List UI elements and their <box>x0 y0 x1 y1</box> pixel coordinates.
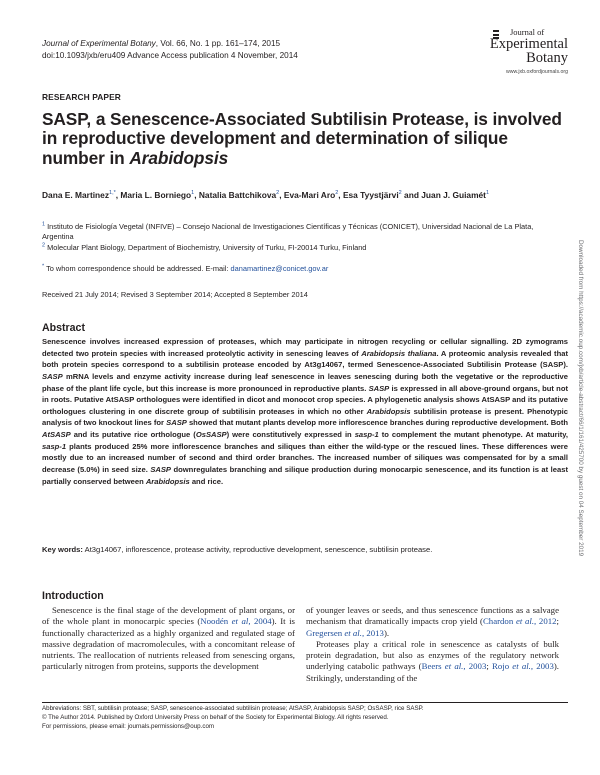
abbreviations: Abbreviations: SBT, subtilisin protease; SASP, senescence-associated subtilisin protease; AtSASP, Arabidopsis SASP; OsSASP, rice SASP. <box>42 705 424 712</box>
footer-divider <box>42 702 568 703</box>
author[interactable]: Esa Tyystjärvi$^2$ <box>342 190 402 200</box>
citation-link[interactable]: Chardon et al., 2012 <box>482 616 557 627</box>
intro-column-left: Senescence is the final stage of the development of plant organs, or of the whole plant in monocarpic species (Noodén et al, 2004). It is functionally characterized as a highly organized and regulated stage of massive degradation of macromolecules, with a concomitant release of nutrients. The reallocation of nutrients released from senescing organs, particularly nitrogen from proteins, supports the development <box>42 605 295 672</box>
author[interactable]: Natalia Battchikova$^2$ <box>198 190 280 200</box>
author[interactable]: Maria L. Borniego$^1$ <box>120 190 195 200</box>
doi-line: doi:10.1093/jxb/eru409 Advance Access publication 4 November, 2014 <box>42 51 298 60</box>
author-list: Dana E. Martinez$^{1,*}$, Maria L. Borniego$^1$, Natalia Battchikova$^2$, Eva-Mari Aro$^2$, Esa Tyystjärvi$^2$ and Juan J. Guiamét$^1$ <box>42 190 490 200</box>
intro-column-right: of younger leaves or seeds, and thus senescence functions as a salvage mechanism that dramatically impacts crop yield (Chardon et al., 2012; Gregersen et al., 2013). Proteases play a critical role in senescence as catalysts of bulk protein degradation, but also as enzymes of the regulatory network underlying catabolic pathways (Beers et al., 2003; Rojo et al., 2003). Strikingly, understanding of the <box>306 605 559 683</box>
article-type: RESEARCH PAPER <box>42 92 121 102</box>
abstract-heading: Abstract <box>42 322 85 334</box>
abstract-body: Senescence involves increased expression of proteases, which may participate in nitrogen recycling or cellular signalling. 2D zymograms detected two protein species with increased proteolytic activity in senescing leaves of Arabidopsis thaliana. A proteomic analysis revealed that both protein species correspond to a subtilisin protease encoded by At3g14067, termed Senescence-Associated Subtilisin Protease (SASP). SASP mRNA levels and enzyme activity increase during leaf senescence in leaves senescing during both the vegetative or the reproductive phase of the plant life cycle, but this increase is more pronounced in reproductive plants. SASP is expressed in all above-ground organs, but not in roots. Putative AtSASP orthologues were identified in dicot and monocot crop species. A phylogenetic analysis shows AtSASP and its putative orthologues clustering in one discrete group of subtilisin proteases in which no other Arabidopsis subtilisin protease is present. Phenotypic analysis of two knockout lines for SASP showed that mutant plants develop more inflorescence branches during reproductive development. Both AtSASP and its putative rice orthologue (OsSASP) were constitutively expressed in sasp-1 to complement the mutant phenotype. At maturity, sasp-1 plants produced 25% more inflorescence branches and siliques than either the wild-type or the rescued lines. These differences were mostly due to an increased number of second and third order branches. The increased number of siliques was compensated for by a small decrease (5.0%) in seed size. SASP downregulates branching and silique production during monocarpic senescence, and its function is at least partially conserved between Arabidopsis and rice. <box>42 337 569 486</box>
journal-logo[interactable]: Journal of Experimental Botany www.jxb.oxfordjournals.org <box>489 27 568 75</box>
keywords: Key words: At3g14067, inflorescence, protease activity, reproductive development, senescence, subtilisin protease. <box>42 545 433 554</box>
citation-link[interactable]: Beers et al., 2003 <box>421 661 487 672</box>
author[interactable]: Juan J. Guiamét$^1$ <box>421 190 490 200</box>
citation-link[interactable]: Noodén et al, 2004 <box>200 616 272 627</box>
journal-name: Journal of Experimental Botany <box>42 39 156 48</box>
author[interactable]: Dana E. Martinez$^{1,*}$ <box>42 190 116 200</box>
correspondence: * To whom correspondence should be addressed. E-mail: danamartinez@conicet.gov.ar <box>42 263 329 273</box>
article-title: SASP, a Senescence-Associated Subtilisin Protease, is involved in reproductive development and determination of silique number in Arabidopsis <box>42 109 562 168</box>
correspondence-email-link[interactable]: danamartinez@conicet.gov.ar <box>230 264 329 273</box>
copyright: © The Author 2014. Published by Oxford University Press on behalf of the Society for Experimental Biology. All rights reserved. <box>42 714 389 721</box>
affiliation: $^2$ Molecular Plant Biology, Department of Biochemistry, University of Turku, FI-20014 Turku, Finland <box>42 242 367 252</box>
citation-link[interactable]: Gregersen et al., 2013 <box>306 627 384 638</box>
introduction-heading: Introduction <box>42 590 104 602</box>
download-stamp: Downloaded from https://academic.oup.com/jxb/article-abstract/66/1/161/425700 by guest on 04 September 2019 <box>577 240 584 557</box>
permissions-note: For permissions, please email: journals.permissions@oup.com <box>42 723 215 730</box>
journal-citation: Journal of Experimental Botany, Vol. 66, No. 1 pp. 161–174, 2015 <box>42 39 281 48</box>
affiliation: $^1$ Instituto de Fisiología Vegetal (INFIVE) – Consejo Nacional de Investigaciones Científicas y Técnicas (CONICET), Universidad Nacional de La Plata, Argentina <box>42 221 534 241</box>
received-dates: Received 21 July 2014; Revised 3 September 2014; Accepted 8 September 2014 <box>42 290 308 299</box>
journal-url[interactable]: www.jxb.oxfordjournals.org <box>506 69 568 75</box>
citation-link[interactable]: Rojo et al., 2003 <box>492 661 554 672</box>
author[interactable]: Eva-Mari Aro$^2$ <box>283 190 339 200</box>
